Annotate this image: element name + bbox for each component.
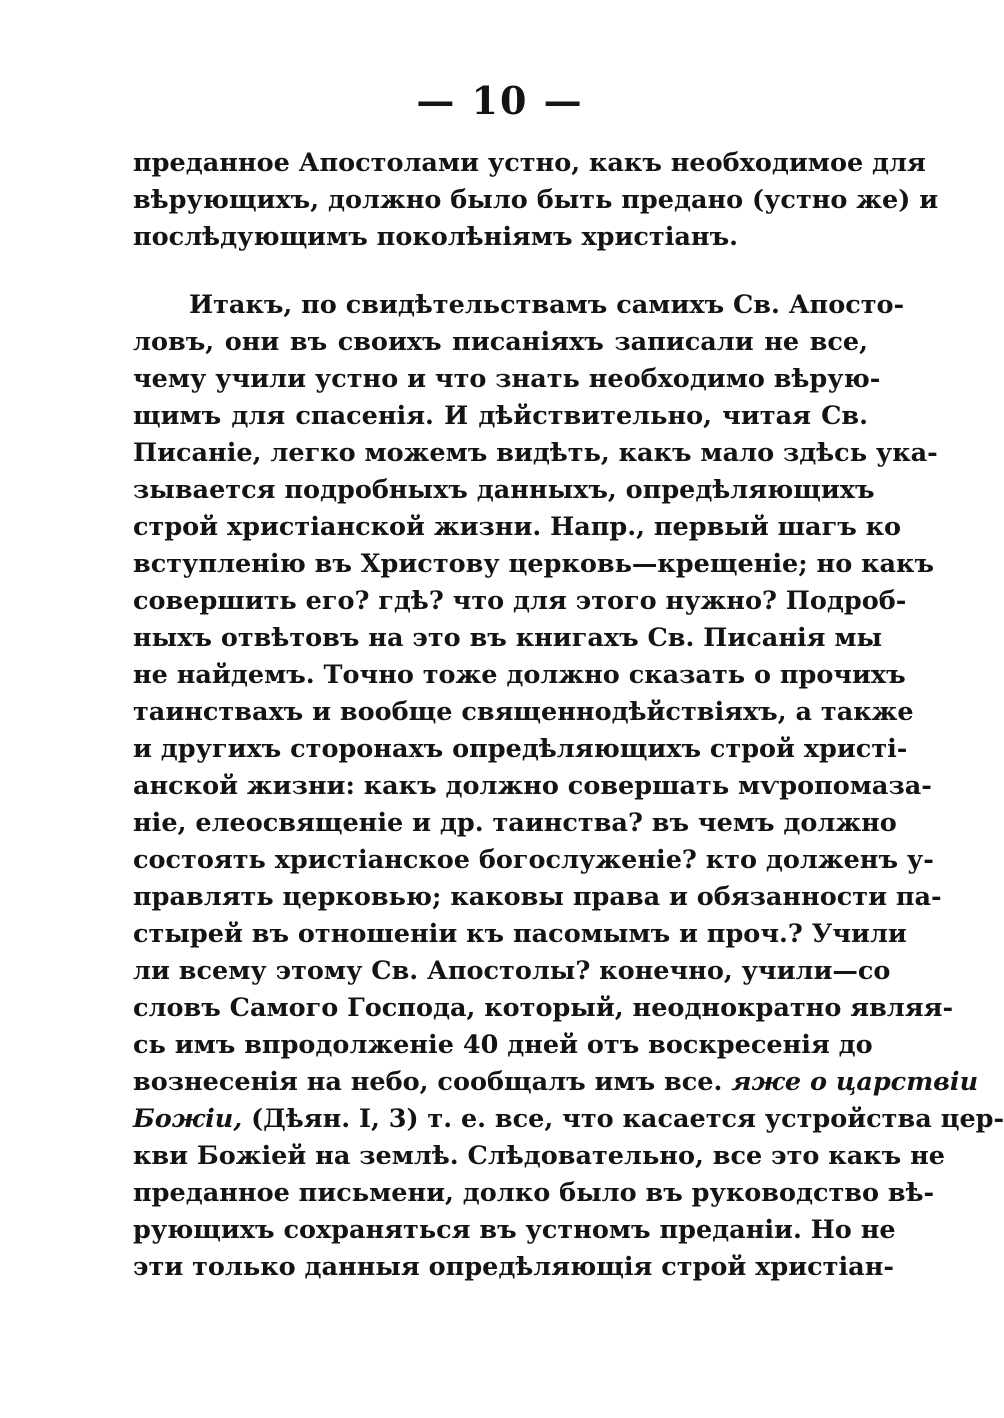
text-line: рующихъ сохраняться въ устномъ преданіи. Но не [133, 1215, 896, 1245]
text-line: и другихъ сторонахъ опредѣляющихъ строй христі- [133, 734, 908, 764]
text-line: состоять христіанское богослуженіе? кто долженъ у- [133, 845, 934, 875]
text-line: Итакъ, по свидѣтельствамъ самихъ Св. Апосто- [189, 290, 905, 320]
text-line: Писаніе, легко можемъ видѣть, какъ мало здѣсь ука- [133, 438, 938, 468]
text-line: кви Божіей на землѣ. Слѣдовательно, все это какъ не [133, 1141, 945, 1171]
text-line: правлять церковью; каковы права и обязанности па- [133, 882, 942, 912]
text-line: преданное письмени, долко было въ руководство вѣ- [133, 1178, 935, 1208]
text-segment: (Дѣян. I, 3) т. е. все, что касается устройства цер- [251, 1104, 1004, 1134]
text-line: не найдемъ. Точно тоже должно сказать о прочихъ [133, 660, 906, 690]
text-line: преданное Апостолами устно, какъ необходимое для [133, 148, 926, 178]
text-line: анской жизни: какъ должно совершать мѵропомаза- [133, 771, 932, 801]
paragraph-main [133, 287, 1004, 1286]
text-line: сь имъ впродолженіе 40 дней отъ воскресенія до [133, 1030, 873, 1060]
text-line: зывается подробныхъ данныхъ, опредѣляющихъ [133, 475, 875, 505]
text-line: вступленію въ Христову церковь—крещеніе; но какъ [133, 549, 935, 579]
page-number: — 10 — [416, 78, 584, 123]
text-line-with-italic [133, 1064, 979, 1101]
text-line: ніе, елеосвященіе и др. таинства? въ чемъ должно [133, 808, 897, 838]
text-line: словъ Самого Господа, который, неоднократно являя- [133, 993, 954, 1023]
text-line-with-italic [133, 1101, 1004, 1138]
text-line: щимъ для спасенія. И дѣйствительно, читая Св. [133, 401, 868, 431]
text-line: ли всему этому Св. Апостолы? конечно, учили—со [133, 956, 891, 986]
text-segment: вознесенія на небо, сообщалъ имъ все. [133, 1067, 723, 1097]
italic-quote: Божіи, [133, 1104, 243, 1134]
text-line: совершить его? гдѣ? что для этого нужно? Подроб- [133, 586, 907, 616]
text-line: ловъ, они въ своихъ писаніяхъ записали не все, [133, 327, 868, 357]
text-line: послѣдующимъ поколѣніямъ христіанъ. [133, 222, 739, 252]
italic-quote: яже о царствіи [731, 1067, 979, 1097]
text-line: чему учили устно и что знать необходимо вѣрую- [133, 364, 881, 394]
text-line: таинствахъ и вообще священнодѣйствіяхъ, а также [133, 697, 914, 727]
text-line: эти только данныя опредѣляющія строй христіан- [133, 1252, 894, 1282]
paragraph-continuation [133, 145, 939, 256]
text-line: вѣрующихъ, должно было быть предано (устно же) и [133, 185, 939, 215]
text-line: стырей въ отношеніи къ пасомымъ и проч.? Учили [133, 919, 907, 949]
text-line: строй христіанской жизни. Напр., первый шагъ ко [133, 512, 902, 542]
text-line: ныхъ отвѣтовъ на это въ книгахъ Св. Писанія мы [133, 623, 883, 653]
